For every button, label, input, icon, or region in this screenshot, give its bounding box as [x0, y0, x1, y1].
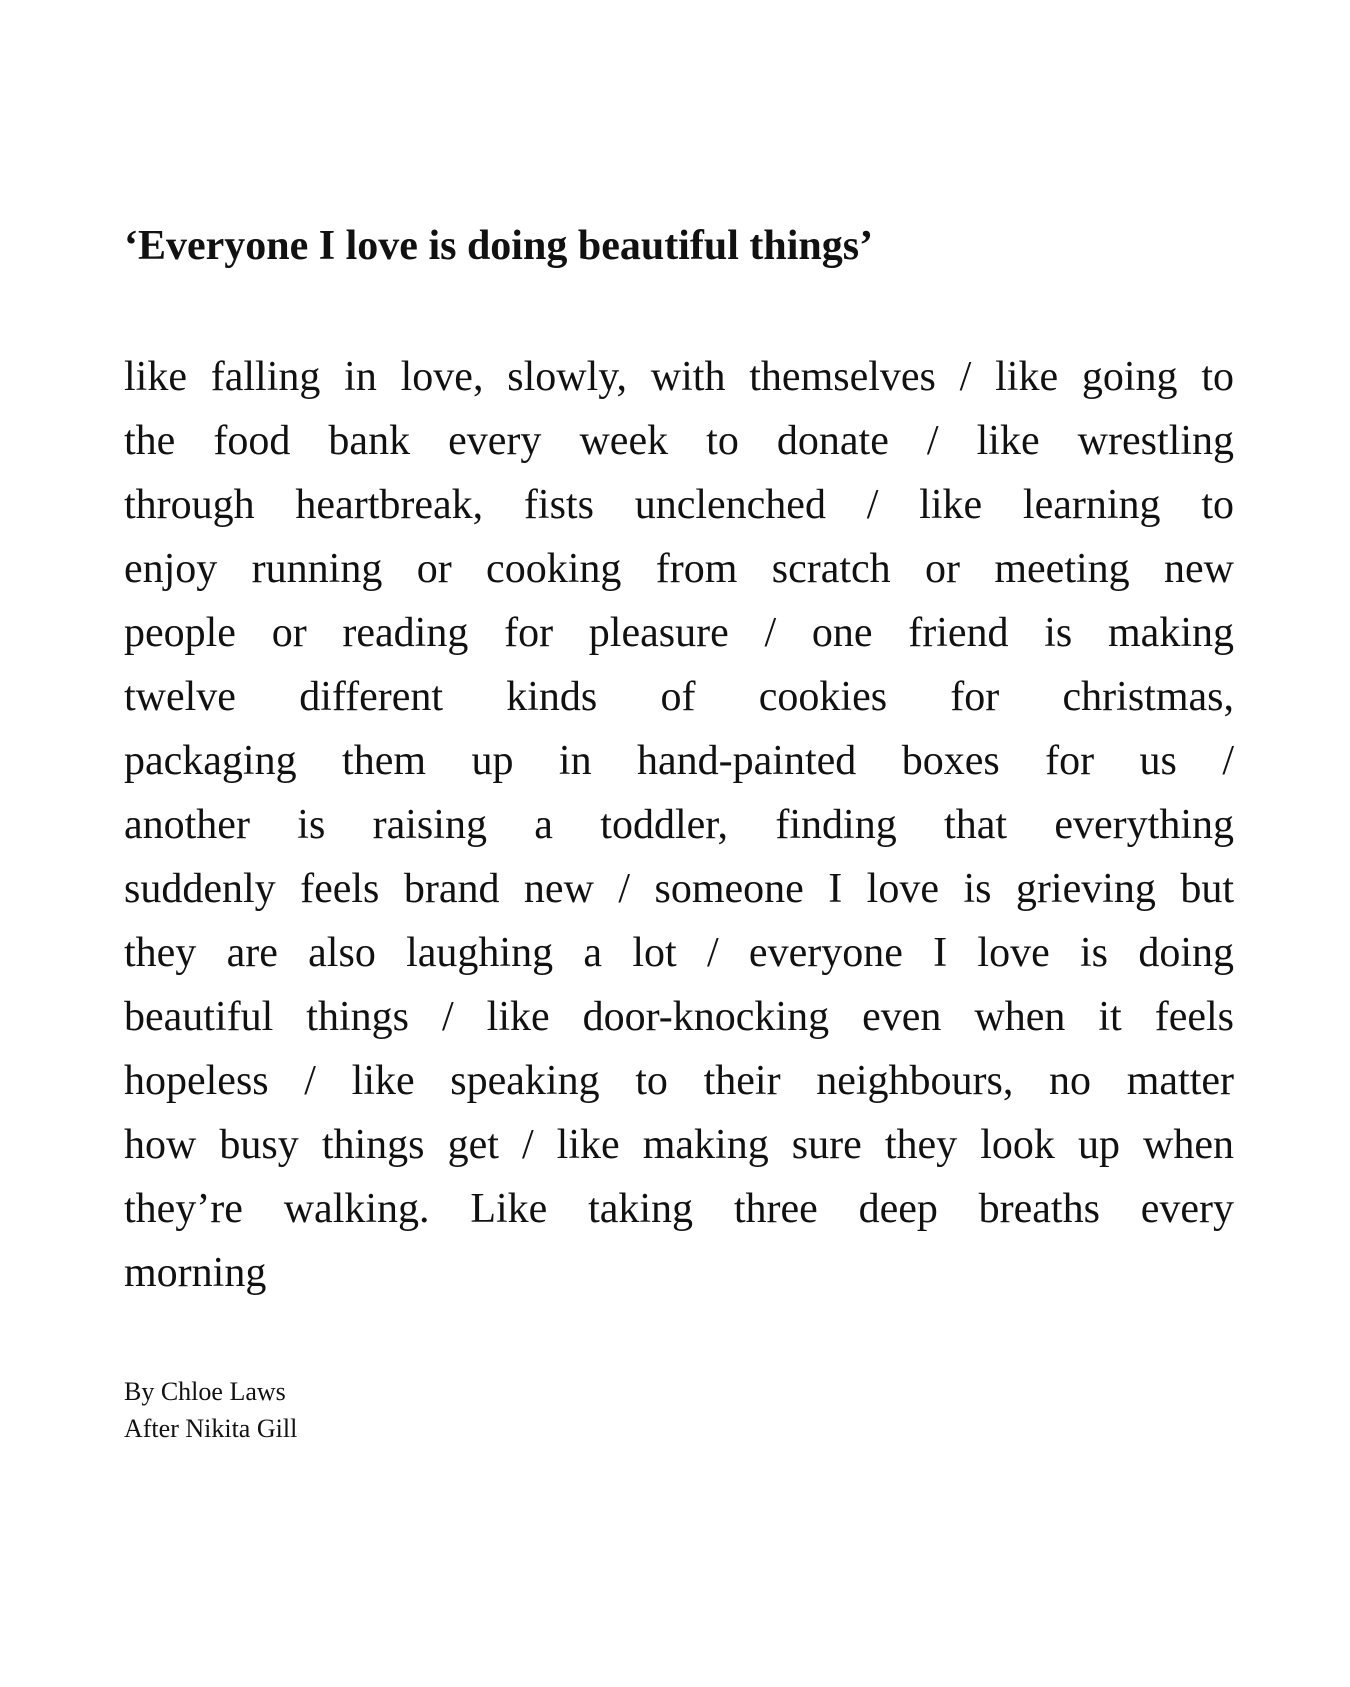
poem-line: morning	[124, 1250, 267, 1296]
poem-line: another is raising a toddler, finding that everything	[124, 802, 1234, 848]
poem-line: through heartbreak, fists unclenched / like learning to	[124, 482, 1234, 528]
author-credit: By Chloe Laws	[124, 1377, 286, 1406]
poem-line: packaging them up in hand-painted boxes for us /	[124, 738, 1234, 784]
poem-line: they are also laughing a lot / everyone I love is doing	[124, 930, 1234, 976]
poem-line: twelve different kinds of cookies for christmas,	[124, 674, 1234, 720]
poem-line: beautiful things / like door-knocking even when it feels	[124, 994, 1234, 1040]
poem-line: people or reading for pleasure / one friend is making	[124, 610, 1234, 656]
poem-line: suddenly feels brand new / someone I love is grieving but	[124, 866, 1234, 912]
poem-line: the food bank every week to donate / like wrestling	[124, 418, 1234, 464]
poem-line: they’re walking. Like taking three deep breaths every	[124, 1186, 1234, 1232]
poem-line: hopeless / like speaking to their neighbours, no matter	[124, 1058, 1234, 1104]
after-credit: After Nikita Gill	[124, 1414, 298, 1443]
poem-line: how busy things get / like making sure they look up when	[124, 1122, 1234, 1168]
poem-line: like falling in love, slowly, with themselves / like going to	[124, 354, 1234, 400]
poem-title: ‘Everyone I love is doing beautiful things’	[124, 223, 874, 269]
credits	[124, 1373, 724, 1447]
poem-body	[124, 345, 1234, 1305]
poem-line: enjoy running or cooking from scratch or meeting new	[124, 546, 1234, 592]
